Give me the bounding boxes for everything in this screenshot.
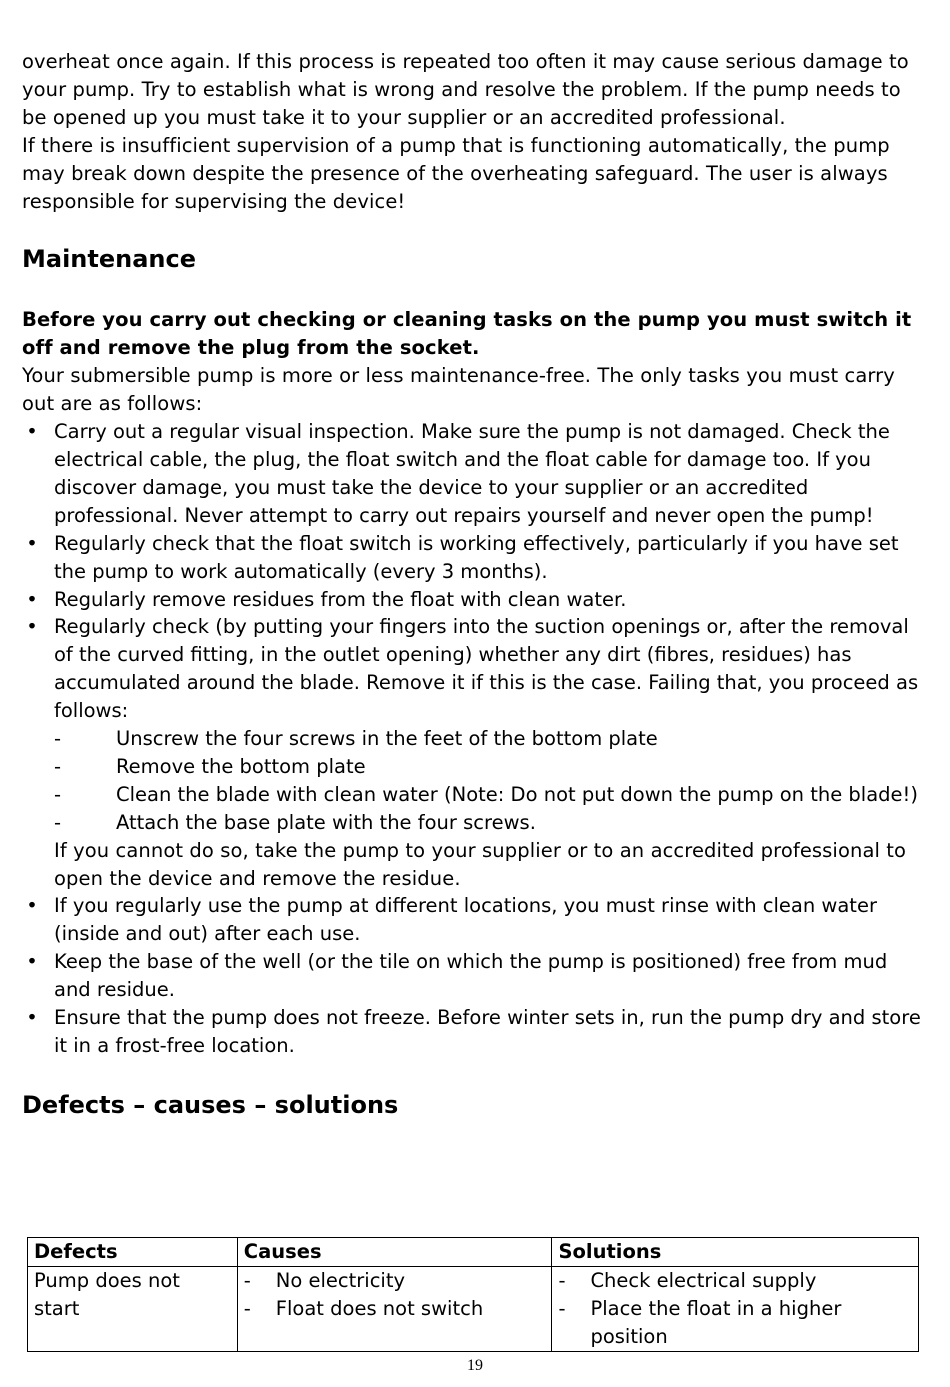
maintenance-list (22, 418, 924, 725)
bullet-icon: • (26, 1006, 38, 1030)
defects-table (27, 1237, 919, 1352)
step-item: - Unscrew the four screws in the feet of the bottom plate (22, 725, 924, 753)
list-item: • Regularly check (by putting your fingers into the suction openings or, after the removal of the curved fitting, in the outlet opening) whether any dirt (fibres, residues) has accumulated around the blade. Remove it if this is the case. Failing that, you proceed as follows: (22, 613, 924, 725)
defects-heading: Defects – causes – solutions (22, 1090, 399, 1119)
column-header-defects: Defects (28, 1238, 238, 1267)
dash-icon: - (558, 1297, 566, 1320)
page-number: 19 (467, 1357, 483, 1374)
document-page (22, 48, 924, 1120)
solution-item: - Check electrical supply (558, 1267, 912, 1295)
list-item: • Regularly check that the float switch is working effectively, particularly if you have set the pump to work automatically (every 3 months). (22, 530, 924, 586)
bullet-icon: • (26, 531, 38, 555)
list-item: • Regularly remove residues from the float with clean water. (22, 586, 924, 614)
step-item: - Remove the bottom plate (22, 753, 924, 781)
bullet-icon: • (26, 894, 38, 918)
bullet-icon: • (26, 420, 38, 444)
bullet-icon: • (26, 950, 38, 974)
dash-icon: - (558, 1269, 566, 1292)
table-row (28, 1267, 919, 1352)
table-header-row (28, 1238, 919, 1267)
column-header-causes: Causes (237, 1238, 552, 1267)
dash-icon: - (54, 782, 62, 806)
list-item: • Carry out a regular visual inspection. Make sure the pump is not damaged. Check the electrical cable, the plug, the float switch and the float cable for damage too. If you discover damage, you must take the device to your supplier or an accredited professional. Never attempt to carry out repairs yourself and never open the pump! (22, 418, 924, 530)
dash-icon: - (54, 727, 62, 751)
causes-cell (237, 1267, 552, 1352)
list-item: • Keep the base of the well (or the tile on which the pump is positioned) free from mud and residue. (22, 948, 924, 1004)
defect-cell: Pump does not start (28, 1267, 238, 1352)
steps-followup: If you cannot do so, take the pump to your supplier or to an accredited professional to open the device and remove the residue. (54, 838, 907, 890)
step-item: - Attach the base plate with the four screws. (22, 809, 924, 837)
list-item: • Ensure that the pump does not freeze. Before winter sets in, run the pump dry and store it in a frost-free location. (22, 1004, 924, 1060)
step-item: - Clean the blade with clean water (Note: Do not put down the pump on the blade!) (22, 781, 924, 809)
list-item: • If you regularly use the pump at different locations, you must rinse with clean water (inside and out) after each use. (22, 892, 924, 948)
maintenance-list-continued (22, 892, 924, 1059)
bullet-icon: • (26, 615, 38, 639)
cleaning-steps (22, 725, 924, 837)
maintenance-warning: Before you carry out checking or cleaning tasks on the pump you must switch it off and remove the plug from the socket. (22, 308, 912, 360)
dash-icon: - (54, 754, 62, 778)
dash-icon: - (243, 1269, 251, 1292)
dash-icon: - (54, 810, 62, 834)
cause-item: - No electricity (244, 1267, 546, 1295)
maintenance-heading: Maintenance (22, 245, 197, 274)
column-header-solutions: Solutions (552, 1238, 919, 1267)
cause-item: - Float does not switch (244, 1295, 546, 1323)
solution-item: - Place the float in a higher position (558, 1297, 842, 1348)
intro-paragraph-2: If there is insufficient supervision of a pump that is functioning automatically, the pump may break down despite the presence of the overheating safeguard. The user is always responsible for supervising the device! (22, 133, 890, 213)
maintenance-intro: Your submersible pump is more or less maintenance-free. The only tasks you must carry out are as follows: (22, 364, 895, 416)
intro-paragraph-1: overheat once again. If this process is repeated too often it may cause serious damage to your pump. Try to establish what is wrong and resolve the problem. If the pump needs to be opened up you must take it to your supplier or an accredited professional. (22, 50, 909, 129)
bullet-icon: • (26, 587, 38, 611)
dash-icon: - (243, 1297, 251, 1320)
solutions-cell (552, 1267, 919, 1352)
